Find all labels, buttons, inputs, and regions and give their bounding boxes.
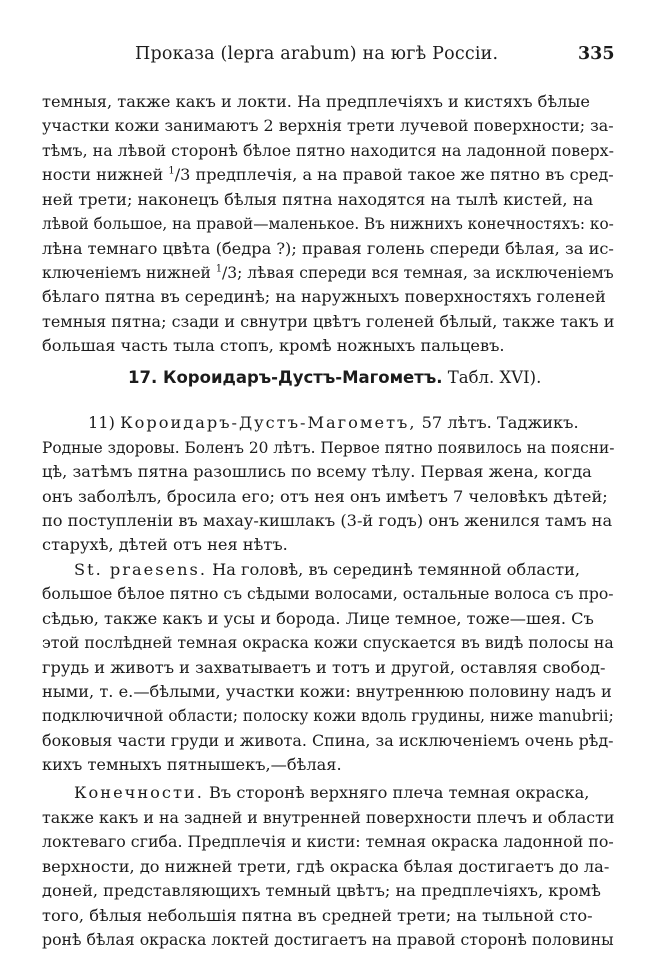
text-line: сѣдью, также какъ и усы и борода. Лице темное, тоже—шея. Съ xyxy=(42,608,594,628)
case-number: 11) xyxy=(88,413,121,433)
fraction-numerator: 1 xyxy=(168,165,175,177)
fraction-denominator: /3 xyxy=(221,262,238,282)
text-line: ронѣ бѣлая окраска локтей достигаетъ на правой сторонѣ половины xyxy=(42,930,614,949)
text-line xyxy=(88,413,579,433)
heading-title: 17. Короидаръ-Дустъ-Магометъ. xyxy=(128,368,443,388)
text-line: бѣлаго пятна въ серединѣ; на наружныхъ поверхностяхъ голеней xyxy=(42,287,606,307)
text-line xyxy=(74,560,580,580)
text-line: Родные здоровы. Боленъ 20 лѣтъ. Первое пятно появилось на поясни- xyxy=(42,437,615,457)
text-line: также какъ и на задней и внутренней поверхности плечъ и области xyxy=(42,807,615,827)
text-fragment: ; лѣвая спереди вся темная, за исключеніемъ xyxy=(237,262,614,282)
text-line xyxy=(74,783,589,803)
section-heading xyxy=(128,368,541,388)
text-line: лѣвой большое, на правой—маленькое. Въ нижнихъ конечностяхъ: ко- xyxy=(42,214,614,234)
page-number: 335 xyxy=(578,44,615,64)
text-line: того, бѣлыя небольшія пятна въ средней трети; на тыльной сто- xyxy=(42,905,593,925)
text-line: старухѣ, дѣтей отъ нея нѣтъ. xyxy=(42,535,288,555)
running-title: Проказа (lepra arabum) на югѣ Россіи. xyxy=(135,44,499,64)
text-line: ней трети; наконецъ бѣлыя пятна находятся на тылѣ кистей, на xyxy=(42,189,594,209)
text-fragment: 57 лѣтъ. Таджикъ. xyxy=(416,413,579,433)
limbs-label: Конечности. xyxy=(74,783,204,803)
text-line: цѣ, затѣмъ пятна разошлись по всему тѣлу. Первая жена, когда xyxy=(42,462,592,482)
text-line: онъ заболѣлъ, бросила его; отъ нея онъ имѣетъ 7 человѣкъ дѣтей; xyxy=(42,486,608,506)
text-fragment: На головѣ, въ серединѣ темянной области, xyxy=(206,559,581,579)
text-line: темныя пятна; сзади и свнутри цвѣтъ голеней бѣлый, также такъ и xyxy=(42,311,615,331)
text-line: этой послѣдней темная окраска кожи спускается въ видѣ полосы на xyxy=(42,633,614,653)
text-line: грудь и животъ и захватываетъ и тотъ и другой, оставляя свобод- xyxy=(42,657,606,677)
heading-table-ref: Табл. XVI). xyxy=(442,368,542,388)
text-line: локтеваго сгиба. Предплечія и кисти: темная окраска ладонной по- xyxy=(42,832,614,852)
text-fragment: ности нижней xyxy=(42,165,169,185)
text-line: по поступленіи въ махау-кишлакъ (3-й годъ) онъ женился тамъ на xyxy=(42,511,613,530)
text-line: ными, т. е.—бѣлыми, участки кожи: внутреннюю половину надъ и xyxy=(42,681,612,701)
fraction-denominator: /3 xyxy=(174,165,191,185)
text-fragment: Въ сторонѣ верхняго плеча темная окраска, xyxy=(203,783,590,803)
text-line: темныя, также какъ и локти. На предплечіяхъ и кистяхъ бѣлые xyxy=(42,92,590,111)
text-line: участки кожи занимаютъ 2 верхнія трети лучевой поверхности; за- xyxy=(42,116,614,136)
text-line: боковыя части груди и живота. Спина, за исключеніемъ очень рѣд- xyxy=(42,730,614,750)
text-line xyxy=(42,263,614,283)
text-line: лѣна темнаго цвѣта (бедра ?); правая голень спереди бѣлая, за ис- xyxy=(42,238,614,258)
status-praesens-label: St. praesens. xyxy=(74,559,207,579)
text-line: большое бѣлое пятно съ сѣдыми волосами, остальные волоса съ про- xyxy=(42,584,614,604)
text-line: верхности, до нижней трети, гдѣ окраска бѣлая достигаетъ до ла- xyxy=(42,856,610,876)
patient-name: Короидаръ-Дустъ-Магометъ, xyxy=(120,413,417,433)
fraction-numerator: 1 xyxy=(215,263,222,275)
text-fragment: предплечія, а на правой такое же пятно въ сред- xyxy=(190,165,614,185)
text-line xyxy=(42,165,614,185)
text-line: подключичной области; полоску кожи вдоль грудины, ниже manubrii; xyxy=(42,706,614,726)
text-line: большая часть тыла стопъ, кромѣ ножныхъ пальцевъ. xyxy=(42,336,505,356)
page-header xyxy=(0,44,656,74)
text-line: кихъ темныхъ пятнышекъ,—бѣлая. xyxy=(42,755,342,775)
text-line: доней, представляющихъ темный цвѣтъ; на предплечіяхъ, кромѣ xyxy=(42,881,601,901)
text-line: тѣмъ, на лѣвой сторонѣ бѣлое пятно находится на ладонной поверх- xyxy=(42,140,614,160)
text-fragment: ключеніемъ нижней xyxy=(42,262,216,282)
